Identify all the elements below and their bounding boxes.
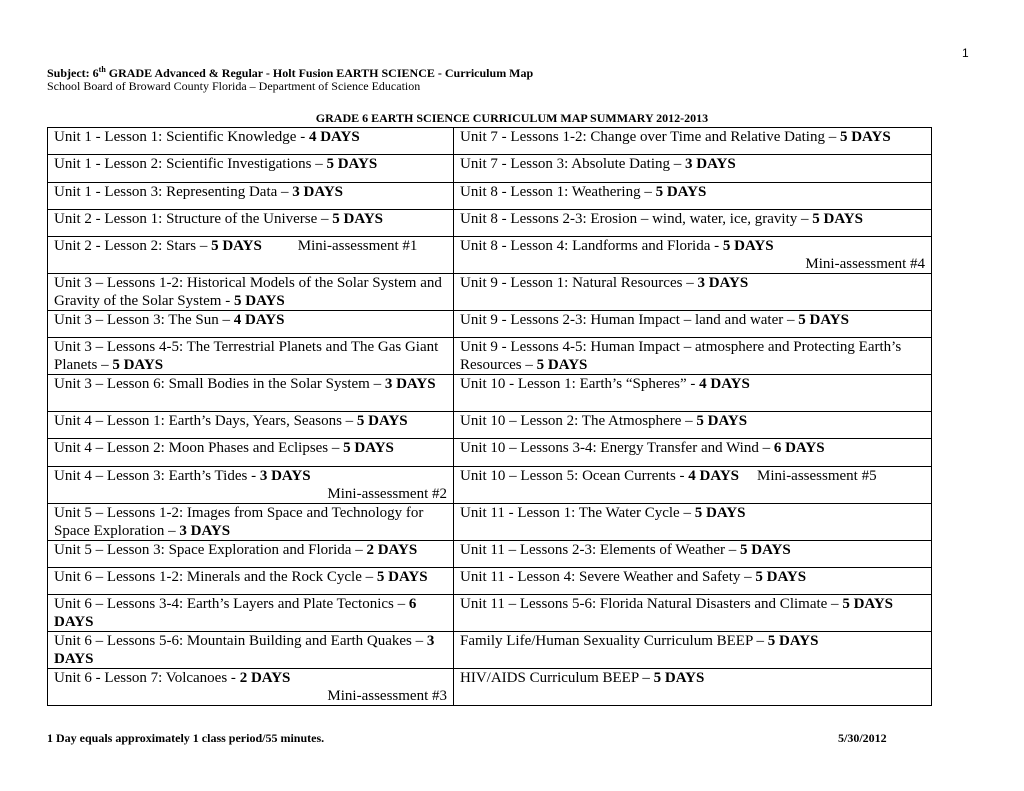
table-row: [48, 237, 932, 274]
lesson-days: 5 DAYS: [356, 412, 408, 429]
lesson-text: Unit 5 – Lesson 3: Space Exploration and Florida –: [54, 541, 367, 558]
lesson-days: 5 DAYS: [112, 357, 164, 374]
table-row: [48, 466, 932, 503]
left-lesson-cell: [48, 338, 454, 375]
lesson-days: 3 DAYS: [54, 633, 435, 668]
right-lesson-cell: [454, 439, 932, 466]
right-lesson-cell: [454, 411, 932, 438]
table-row: [48, 567, 932, 594]
table-row: [48, 540, 932, 567]
mini-assessment-label: Mini-assessment #3: [327, 688, 447, 705]
lesson-text: Unit 3 – Lesson 3: The Sun –: [54, 312, 234, 329]
lesson-days: 3 DAYS: [685, 156, 736, 173]
lesson-text: Unit 7 - Lessons 1-2: Change over Time and Relative Dating –: [460, 129, 840, 145]
lesson-days: 5 DAYS: [839, 129, 891, 145]
table-row: [48, 128, 932, 155]
right-lesson-cell: [454, 632, 932, 669]
right-lesson-cell: [454, 182, 932, 209]
lesson-text: Unit 4 – Lesson 3: Earth’s Tides -: [54, 467, 260, 484]
lesson-days: 4 DAYS: [699, 376, 750, 393]
lesson-text: Unit 11 - Lesson 4: Severe Weather and Safety –: [460, 568, 756, 585]
left-lesson-cell: [48, 439, 454, 466]
lesson-days: 5 DAYS: [211, 238, 262, 255]
lesson-text: Unit 3 – Lessons 1-2: Historical Models of the Solar System and Gravity of the Solar System -: [54, 275, 442, 310]
page-number: 1: [962, 46, 969, 60]
mini-assessment-label: Mini-assessment #5: [757, 467, 877, 484]
right-lesson-cell: [454, 567, 932, 594]
lesson-days: 5 DAYS: [536, 357, 588, 374]
left-lesson-cell: [48, 411, 454, 438]
lesson-days: 6 DAYS: [54, 596, 417, 631]
left-lesson-cell: [48, 466, 454, 503]
subject-prefix: Subject: 6: [47, 66, 99, 80]
department-line: School Board of Broward County Florida – Department of Science Education: [47, 79, 421, 93]
footer-date: 5/30/2012: [838, 731, 887, 745]
lesson-text: Unit 9 - Lessons 4-5: Human Impact – atmosphere and Protecting Earth’s Resources –: [460, 339, 902, 374]
table-row: [48, 311, 932, 338]
lesson-days: 3 DAYS: [292, 183, 344, 200]
left-lesson-cell: [48, 567, 454, 594]
footer-note: 1 Day equals approximately 1 class period/55 minutes.: [47, 731, 325, 745]
lesson-text: Unit 10 – Lesson 2: The Atmosphere –: [460, 412, 697, 429]
left-lesson-cell: [48, 540, 454, 567]
lesson-text: Unit 6 – Lessons 1-2: Minerals and the Rock Cycle –: [54, 568, 377, 585]
right-lesson-cell: [454, 338, 932, 375]
lesson-days: 5 DAYS: [842, 596, 894, 613]
lesson-text: Unit 3 – Lesson 6: Small Bodies in the Solar System –: [54, 376, 385, 393]
lesson-text: Unit 1 - Lesson 1: Scientific Knowledge -: [54, 129, 309, 145]
lesson-text: Unit 10 - Lesson 1: Earth’s “Spheres” -: [460, 376, 700, 393]
table-row: [48, 209, 932, 236]
lesson-days: 5 DAYS: [653, 670, 705, 687]
table-row: [48, 632, 932, 669]
right-lesson-cell: [454, 311, 932, 338]
left-lesson-cell: [48, 311, 454, 338]
table-row: [48, 411, 932, 438]
right-lesson-cell: [454, 669, 932, 706]
lesson-days: 3 DAYS: [259, 467, 311, 484]
lesson-text: Unit 11 - Lesson 1: The Water Cycle –: [460, 504, 695, 521]
lesson-days: 4 DAYS: [688, 467, 740, 484]
right-lesson-cell: [454, 128, 932, 155]
right-lesson-cell: [454, 209, 932, 236]
lesson-text: Unit 3 – Lessons 4-5: The Terrestrial Planets and The Gas Giant Planets –: [54, 339, 439, 374]
lesson-days: 3 DAYS: [179, 522, 231, 539]
right-lesson-cell: [454, 237, 932, 274]
mini-assessment-label: Mini-assessment #1: [297, 238, 418, 255]
left-lesson-cell: [48, 237, 454, 274]
table-row: [48, 439, 932, 466]
lesson-days: 5 DAYS: [376, 568, 428, 585]
table-row: [48, 375, 932, 412]
table-row: [48, 503, 932, 540]
table-row: [48, 274, 932, 311]
left-lesson-cell: [48, 503, 454, 540]
lesson-days: 5 DAYS: [722, 238, 774, 255]
table-row: [48, 595, 932, 632]
lesson-text: Unit 6 – Lessons 3-4: Earth’s Layers and Plate Tectonics –: [54, 596, 409, 613]
table-row: [48, 669, 932, 706]
lesson-days: 5 DAYS: [332, 210, 383, 227]
lesson-text: Unit 9 - Lessons 2-3: Human Impact – land and water –: [460, 312, 799, 329]
subject-superscript: th: [98, 65, 106, 74]
lesson-days: 5 DAYS: [812, 210, 863, 227]
lesson-days: 5 DAYS: [767, 633, 819, 650]
lesson-days: 5 DAYS: [755, 568, 807, 585]
lesson-days: 5 DAYS: [655, 183, 707, 200]
lesson-days: 5 DAYS: [694, 504, 746, 521]
lesson-days: 5 DAYS: [233, 293, 285, 310]
lesson-days: 5 DAYS: [326, 156, 378, 173]
right-lesson-cell: [454, 155, 932, 182]
lesson-text: Unit 4 – Lesson 1: Earth’s Days, Years, Seasons –: [54, 412, 357, 429]
left-lesson-cell: [48, 595, 454, 632]
lesson-text: Unit 6 - Lesson 7: Volcanoes -: [54, 670, 240, 687]
lesson-days: 3 DAYS: [697, 275, 749, 292]
lesson-days: 6 DAYS: [773, 440, 825, 457]
lesson-text: Unit 2 - Lesson 2: Stars –: [54, 238, 212, 255]
lesson-text: Unit 5 – Lessons 1-2: Images from Space and Technology for Space Exploration –: [54, 504, 424, 539]
lesson-days: 3 DAYS: [384, 376, 436, 393]
lesson-text: Unit 11 – Lessons 2-3: Elements of Weather –: [460, 541, 740, 558]
table-row: [48, 155, 932, 182]
curriculum-map-body: [48, 128, 932, 706]
lesson-text: HIV/AIDS Curriculum BEEP –: [460, 670, 654, 687]
lesson-days: 5 DAYS: [740, 541, 791, 558]
lesson-text: Unit 8 - Lessons 2-3: Erosion – wind, water, ice, gravity –: [460, 210, 813, 227]
summary-title: GRADE 6 EARTH SCIENCE CURRICULUM MAP SUMMARY 2012-2013: [315, 111, 709, 125]
lesson-text: Unit 6 – Lessons 5-6: Mountain Building and Earth Quakes –: [54, 633, 427, 650]
right-lesson-cell: [454, 466, 932, 503]
lesson-days: 5 DAYS: [696, 412, 748, 429]
lesson-days: 2 DAYS: [366, 541, 418, 558]
lesson-text: Unit 2 - Lesson 1: Structure of the Universe –: [54, 210, 333, 227]
lesson-days: 5 DAYS: [798, 312, 849, 329]
lesson-days: 4 DAYS: [233, 312, 285, 329]
left-lesson-cell: [48, 669, 454, 706]
subject-rest: GRADE Advanced & Regular - Holt Fusion EARTH SCIENCE - Curriculum Map: [105, 66, 534, 80]
lesson-text: Unit 11 – Lessons 5-6: Florida Natural Disasters and Climate –: [460, 596, 843, 613]
lesson-days: 2 DAYS: [239, 670, 291, 687]
lesson-text: Unit 1 - Lesson 2: Scientific Investigations –: [54, 156, 327, 173]
lesson-days: 4 DAYS: [308, 129, 360, 145]
left-lesson-cell: [48, 182, 454, 209]
left-lesson-cell: [48, 274, 454, 311]
lesson-text: Unit 7 - Lesson 3: Absolute Dating –: [460, 156, 685, 173]
left-lesson-cell: [48, 632, 454, 669]
lesson-days: 5 DAYS: [343, 440, 394, 457]
lesson-text: Unit 9 - Lesson 1: Natural Resources –: [460, 275, 698, 292]
mini-assessment-label: Mini-assessment #2: [327, 485, 447, 502]
right-lesson-cell: [454, 595, 932, 632]
right-lesson-cell: [454, 375, 932, 412]
left-lesson-cell: [48, 375, 454, 412]
mini-assessment-label: Mini-assessment #4: [805, 256, 925, 273]
left-lesson-cell: [48, 128, 454, 155]
lesson-text: Unit 8 - Lesson 1: Weathering –: [460, 183, 656, 200]
table-row: [48, 182, 932, 209]
lesson-text: Unit 10 – Lessons 3-4: Energy Transfer and Wind –: [460, 440, 774, 457]
left-lesson-cell: [48, 155, 454, 182]
table-row: [48, 338, 932, 375]
right-lesson-cell: [454, 503, 932, 540]
lesson-text: Unit 8 - Lesson 4: Landforms and Florida -: [460, 238, 723, 255]
curriculum-map-table: [47, 127, 932, 706]
lesson-text: Unit 4 – Lesson 2: Moon Phases and Eclipses –: [54, 440, 344, 457]
right-lesson-cell: [454, 274, 932, 311]
left-lesson-cell: [48, 209, 454, 236]
lesson-text: Unit 1 - Lesson 3: Representing Data –: [54, 183, 293, 200]
lesson-text: Unit 10 – Lesson 5: Ocean Currents -: [460, 467, 689, 484]
lesson-text: Family Life/Human Sexuality Curriculum BEEP –: [460, 633, 768, 650]
right-lesson-cell: [454, 540, 932, 567]
